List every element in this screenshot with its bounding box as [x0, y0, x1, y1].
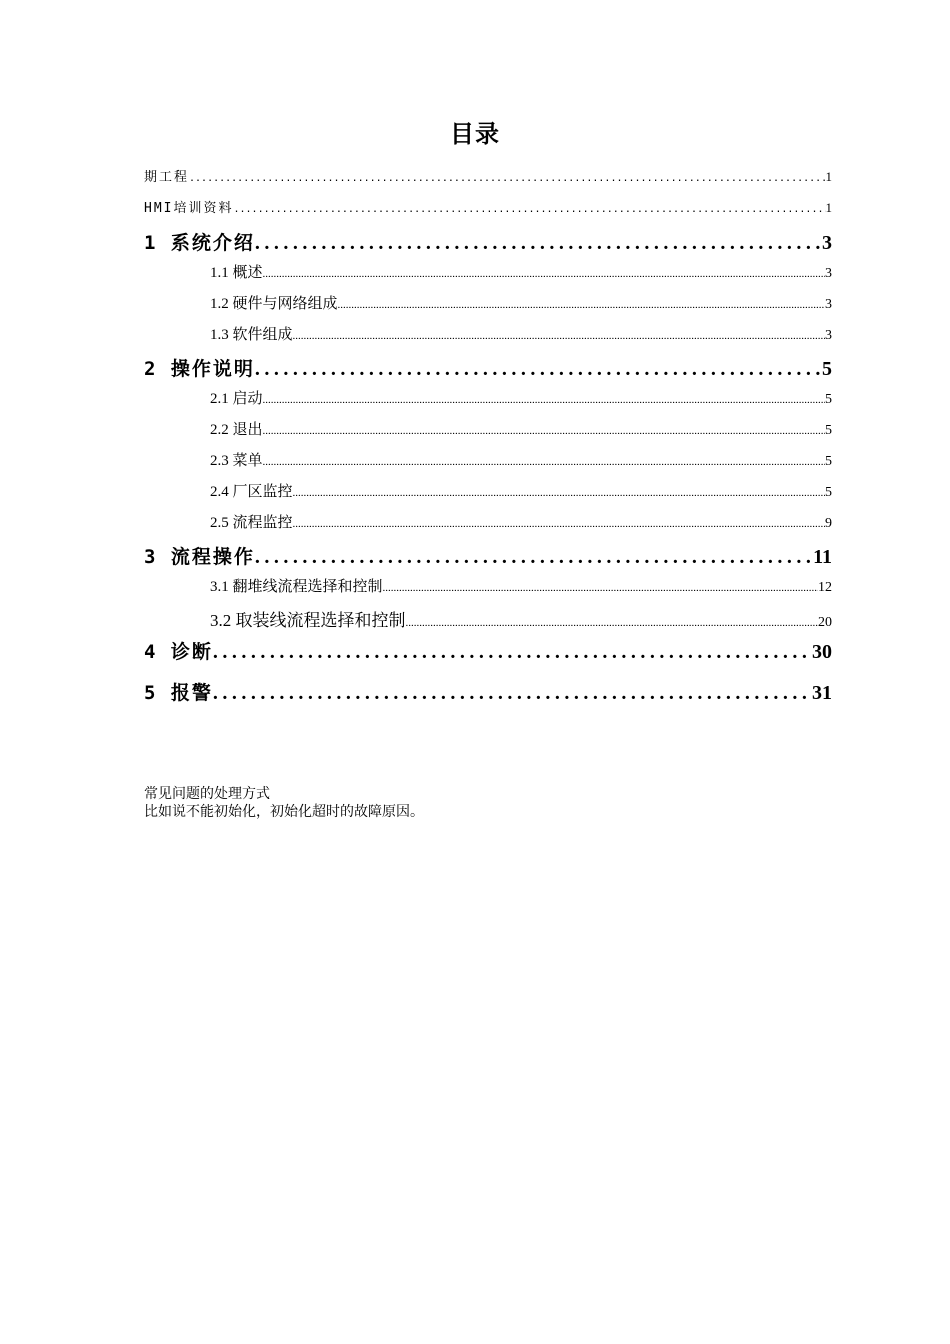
toc-list — [144, 166, 832, 711]
toc-leader — [213, 682, 812, 705]
toc-entry-label: 3.1 翻堆线流程选择和控制 — [210, 579, 383, 595]
toc-leader — [255, 546, 813, 569]
toc-section-entry[interactable] — [144, 292, 832, 323]
toc-leader — [189, 173, 825, 184]
toc-entry-page: 5 — [825, 454, 832, 469]
toc-entry-page: 30 — [812, 641, 832, 663]
toc-entry-page: 3 — [825, 328, 832, 343]
toc-leader — [263, 456, 825, 468]
toc-entry-page: 12 — [818, 580, 832, 595]
toc-entry-page: 31 — [812, 682, 832, 704]
toc-entry-page: 3 — [822, 232, 832, 254]
toc-leader — [338, 299, 825, 311]
toc-leader — [293, 518, 825, 530]
toc-section-entry[interactable] — [144, 606, 832, 637]
toc-entry-page: 3 — [825, 266, 832, 281]
toc-entry-label: 2 操作说明 — [144, 358, 255, 380]
toc-leader — [293, 330, 825, 342]
toc-entry-page: 5 — [822, 358, 832, 380]
toc-entry-label: 4 诊断 — [144, 641, 213, 663]
note-line: 比如说不能初始化，初始化超时的故障原因。 — [144, 805, 424, 820]
toc-leader — [406, 617, 819, 629]
toc-section-entry[interactable] — [144, 261, 832, 292]
toc-section-entry[interactable] — [144, 511, 832, 542]
toc-title: 目录 — [450, 122, 500, 148]
toc-chapter-entry[interactable] — [144, 637, 832, 670]
toc-entry-label: 1.3 软件组成 — [210, 327, 293, 343]
body-notes — [144, 786, 424, 822]
toc-leader — [233, 204, 825, 215]
toc-section-entry[interactable] — [144, 449, 832, 480]
toc-entry-page: 1 — [825, 200, 832, 215]
toc-entry-label: 3 流程操作 — [144, 546, 255, 568]
toc-entry-label: 3.2 取装线流程选择和控制 — [210, 611, 406, 630]
toc-entry[interactable] — [144, 166, 832, 197]
toc-section-entry[interactable] — [144, 323, 832, 354]
toc-leader — [213, 641, 812, 664]
toc-entry-label: 1 系统介绍 — [144, 232, 255, 254]
toc-entry-page: 5 — [825, 392, 832, 407]
toc-chapter-entry[interactable] — [144, 228, 832, 261]
toc-leader — [263, 425, 825, 437]
toc-entry-page: 5 — [825, 485, 832, 500]
toc-section-entry[interactable] — [144, 387, 832, 418]
toc-entry-label: HMI培训资料 — [144, 201, 234, 216]
toc-section-entry[interactable] — [144, 480, 832, 511]
toc-entry-label: 2.4 厂区监控 — [210, 484, 293, 500]
toc-entry-page: 11 — [813, 546, 832, 568]
toc-entry-label: 期工程 — [144, 170, 190, 185]
toc-entry-page: 20 — [818, 615, 832, 630]
toc-leader — [383, 582, 818, 594]
toc-section-entry[interactable] — [144, 575, 832, 606]
toc-leader — [263, 394, 825, 406]
toc-leader — [255, 232, 822, 255]
toc-section-entry[interactable] — [144, 418, 832, 449]
toc-chapter-entry[interactable] — [144, 678, 832, 711]
toc-leader — [255, 358, 822, 381]
toc-chapter-entry[interactable] — [144, 542, 832, 575]
toc-entry-label: 5 报警 — [144, 682, 213, 704]
toc-entry-page: 5 — [825, 423, 832, 438]
note-line: 常见问题的处理方式 — [144, 787, 270, 802]
toc-entry-label: 1.2 硬件与网络组成 — [210, 296, 338, 312]
toc-entry-page: 9 — [825, 516, 832, 531]
toc-entry-label: 1.1 概述 — [210, 265, 263, 281]
toc-chapter-entry[interactable] — [144, 354, 832, 387]
toc-leader — [293, 487, 825, 499]
toc-entry-page: 1 — [825, 169, 832, 184]
toc-entry-page: 3 — [825, 297, 832, 312]
toc-entry[interactable] — [144, 197, 832, 228]
toc-entry-label: 2.1 启动 — [210, 391, 263, 407]
toc-leader — [263, 268, 825, 280]
toc-entry-label: 2.5 流程监控 — [210, 515, 293, 531]
toc-entry-label: 2.3 菜单 — [210, 453, 263, 469]
toc-entry-label: 2.2 退出 — [210, 422, 263, 438]
